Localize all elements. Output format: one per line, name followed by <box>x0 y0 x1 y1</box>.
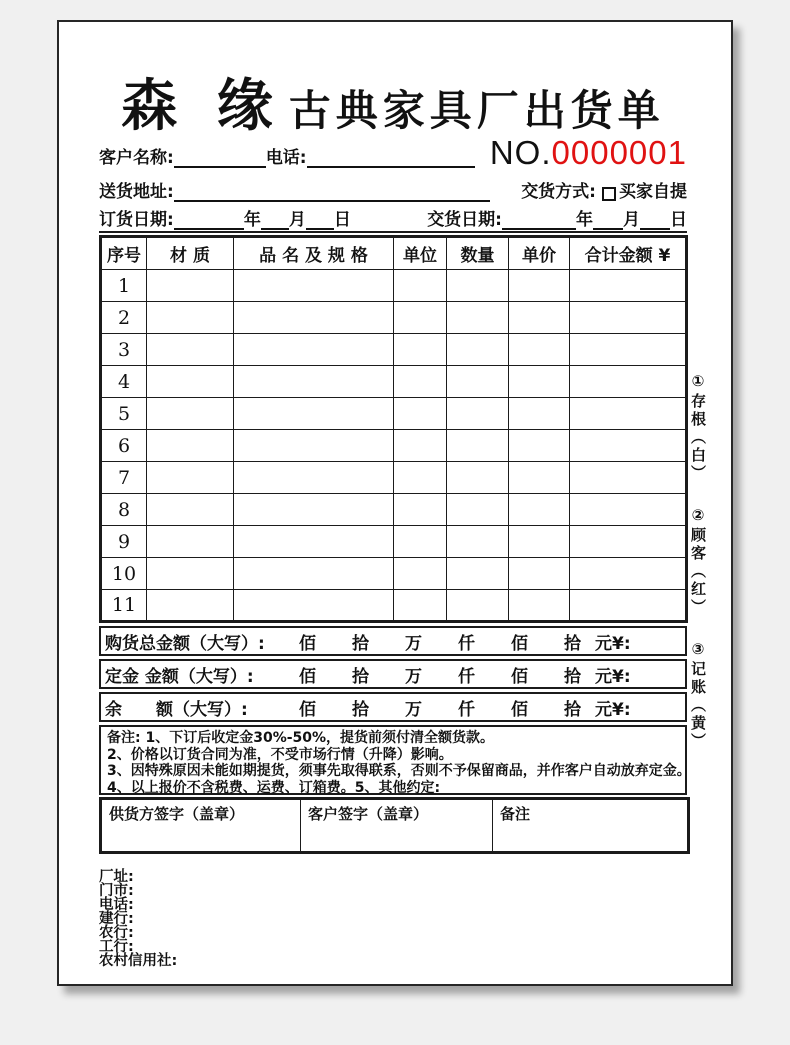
cell-price <box>509 398 570 430</box>
note-line: 2、价格以订货合同为准，不受市场行情（升降）影响。 <box>107 746 453 763</box>
company-info <box>99 870 687 968</box>
cell-product <box>234 398 394 430</box>
cell-unit <box>394 334 447 366</box>
cell-product <box>234 366 394 398</box>
table-top-rule <box>99 231 687 233</box>
cell-qty <box>447 302 509 334</box>
cell-material <box>147 558 234 590</box>
cell-unit <box>394 366 447 398</box>
cell-qty <box>447 526 509 558</box>
row-number: 4 <box>101 366 147 398</box>
cell-material <box>147 398 234 430</box>
unit-ten: 拾 <box>352 633 369 654</box>
phone-line-label: 电话: <box>99 897 134 913</box>
cell-material <box>147 462 234 494</box>
unit-ten: 拾 <box>564 699 581 720</box>
unit-ten: 拾 <box>352 666 369 687</box>
cell-total <box>570 334 687 366</box>
row-number: 5 <box>101 398 147 430</box>
cell-unit <box>394 494 447 526</box>
cell-price <box>509 430 570 462</box>
copy-customer-red: ②顾客（红） <box>689 506 707 617</box>
cell-total <box>570 398 687 430</box>
cell-total <box>570 270 687 302</box>
row-number: 11 <box>101 590 147 622</box>
row-number: 2 <box>101 302 147 334</box>
order-year-field <box>174 210 244 230</box>
cell-qty <box>447 366 509 398</box>
cell-total <box>570 590 687 622</box>
buyer-pickup-label: 买家自提 <box>619 182 687 202</box>
cell-total <box>570 302 687 334</box>
cell-qty <box>447 462 509 494</box>
unit-hundred: 佰 <box>511 666 528 687</box>
cell-total <box>570 494 687 526</box>
row-number: 10 <box>101 558 147 590</box>
cell-price <box>509 462 570 494</box>
delivery-day-field <box>640 210 670 230</box>
delivery-month-field <box>593 210 623 230</box>
buyer-pickup-checkbox <box>602 187 616 201</box>
signature-remark-cell: 备注 <box>493 799 689 853</box>
unit-tenthousand: 万 <box>405 666 422 687</box>
signature-row <box>101 799 689 853</box>
cell-total <box>570 526 687 558</box>
unit-thousand: 仟 <box>458 633 475 654</box>
delivery-address-label: 送货地址: <box>99 182 174 202</box>
items-header-row <box>101 237 687 270</box>
deposit-amount-label: 定金 金额（大写）: <box>105 666 254 687</box>
delivery-method-label: 交货方式: <box>521 182 596 202</box>
total-amount-label: 购货总金额（大写）: <box>105 633 265 654</box>
note-line: 4、以上报价不含税费、运费、订箱费。5、其他约定: <box>107 779 441 796</box>
cell-unit <box>394 430 447 462</box>
form-title-text: 古典家具厂出货单 <box>288 86 665 135</box>
unit-thousand: 仟 <box>458 699 475 720</box>
order-day-field <box>306 210 334 230</box>
balance-amount-label: 余 额（大写）: <box>105 699 248 720</box>
copy-accounting-yellow: ③记账（黄） <box>689 640 707 751</box>
year-label: 年 <box>243 210 261 230</box>
note-line: 备注: 1、下订后收定金30%-50%，提货前须付清全额货款。 <box>107 730 495 746</box>
rural-credit-label: 农村信用社: <box>99 953 178 969</box>
balance-amount-row <box>99 692 687 722</box>
unit-hundred: 佰 <box>511 699 528 720</box>
dates-row <box>99 204 687 230</box>
table-row <box>101 526 687 558</box>
table-row <box>101 462 687 494</box>
delivery-date-label: 交货日期: <box>427 210 502 230</box>
unit-thousand: 仟 <box>458 666 475 687</box>
cell-material <box>147 302 234 334</box>
sheet-content <box>99 22 691 969</box>
cell-total <box>570 558 687 590</box>
cell-product <box>234 558 394 590</box>
copy-stub-white: ①存根（白） <box>689 372 707 483</box>
brand-name: 森 缘 <box>121 73 283 139</box>
row-number: 9 <box>101 526 147 558</box>
cell-price <box>509 558 570 590</box>
table-row <box>101 398 687 430</box>
cell-material <box>147 590 234 622</box>
ccb-bank-label: 建行: <box>99 911 134 927</box>
cell-price <box>509 526 570 558</box>
table-row <box>101 366 687 398</box>
cell-product <box>234 462 394 494</box>
cell-price <box>509 494 570 526</box>
cell-product <box>234 334 394 366</box>
table-row <box>101 302 687 334</box>
unit-hundred: 佰 <box>299 633 316 654</box>
cell-product <box>234 430 394 462</box>
unit-ten: 拾 <box>352 699 369 720</box>
customer-signature-cell: 客户签字（盖章） <box>301 799 493 853</box>
cell-total <box>570 430 687 462</box>
unit-tenthousand: 万 <box>405 633 422 654</box>
cell-material <box>147 366 234 398</box>
col-header-index: 序号 <box>101 237 147 270</box>
table-row <box>101 494 687 526</box>
col-header-total: 合计金额 ¥ <box>570 237 687 270</box>
year-label: 年 <box>576 210 593 230</box>
amount-units <box>277 695 595 720</box>
cell-unit <box>394 270 447 302</box>
deposit-amount-row <box>99 659 687 689</box>
amount-units <box>277 629 595 654</box>
cell-product <box>234 270 394 302</box>
delivery-year-field <box>502 210 576 230</box>
note-line: 3、因特殊原因未能如期提货，须事先取得联系，否则不予保留商品，并作客户自动放弃定金。 <box>107 763 691 779</box>
unit-tenthousand: 万 <box>405 699 422 720</box>
cell-material <box>147 270 234 302</box>
phone-field <box>307 148 475 168</box>
row-number: 7 <box>101 462 147 494</box>
cell-product <box>234 526 394 558</box>
row-number: 6 <box>101 430 147 462</box>
items-table <box>99 235 688 623</box>
row-number: 1 <box>101 270 147 302</box>
yuan-label: 元¥: <box>595 633 631 654</box>
cell-unit <box>394 462 447 494</box>
abc-bank-label: 农行: <box>99 925 134 941</box>
delivery-address-field <box>174 182 490 202</box>
icbc-bank-label: 工行: <box>99 939 134 955</box>
cell-product <box>234 494 394 526</box>
day-label: 日 <box>670 210 687 230</box>
cell-qty <box>447 270 509 302</box>
cell-unit <box>394 398 447 430</box>
customer-name-label: 客户名称: <box>99 148 174 168</box>
month-label: 月 <box>288 210 306 230</box>
cell-price <box>509 334 570 366</box>
unit-hundred: 佰 <box>299 666 316 687</box>
yuan-label: 元¥: <box>595 666 631 687</box>
signature-table <box>99 797 690 854</box>
cell-material <box>147 526 234 558</box>
col-header-product-spec: 品 名 及 规 格 <box>234 237 394 270</box>
cell-price <box>509 366 570 398</box>
table-row <box>101 334 687 366</box>
cell-product <box>234 302 394 334</box>
cell-total <box>570 366 687 398</box>
customer-row <box>99 134 687 171</box>
cell-unit <box>394 558 447 590</box>
serial-number-value: 0000001 <box>551 134 687 171</box>
serial-number-prefix: NO. <box>489 134 552 171</box>
factory-address-label: 厂址: <box>99 869 134 885</box>
day-label: 日 <box>333 210 351 230</box>
cell-material <box>147 334 234 366</box>
order-month-field <box>261 210 289 230</box>
store-label: 门市: <box>99 883 134 899</box>
table-row <box>101 590 687 622</box>
cell-unit <box>394 590 447 622</box>
yuan-label: 元¥: <box>595 699 631 720</box>
table-row <box>101 270 687 302</box>
row-number: 3 <box>101 334 147 366</box>
cell-qty <box>447 494 509 526</box>
cell-qty <box>447 590 509 622</box>
table-row <box>101 430 687 462</box>
form-title <box>99 62 687 139</box>
cell-price <box>509 590 570 622</box>
cell-qty <box>447 430 509 462</box>
cell-product <box>234 590 394 622</box>
cell-qty <box>447 558 509 590</box>
cell-price <box>509 302 570 334</box>
unit-ten: 拾 <box>564 666 581 687</box>
phone-label: 电话: <box>265 148 307 168</box>
cell-qty <box>447 334 509 366</box>
cell-total <box>570 462 687 494</box>
col-header-unit: 单位 <box>394 237 447 270</box>
amount-units <box>277 662 595 687</box>
customer-name-field <box>174 148 266 168</box>
unit-ten: 拾 <box>564 633 581 654</box>
month-label: 月 <box>623 210 640 230</box>
cell-material <box>147 430 234 462</box>
order-date-group <box>99 205 351 230</box>
cell-price <box>509 270 570 302</box>
order-date-label: 订货日期: <box>99 210 174 230</box>
serial-number <box>489 134 687 171</box>
cell-unit <box>394 302 447 334</box>
cell-material <box>147 494 234 526</box>
total-amount-row <box>99 626 687 656</box>
row-number: 8 <box>101 494 147 526</box>
cell-qty <box>447 398 509 430</box>
notes-box <box>99 725 691 796</box>
col-header-quantity: 数量 <box>447 237 509 270</box>
table-row <box>101 558 687 590</box>
delivery-date-group <box>427 205 687 230</box>
col-header-material: 材 质 <box>147 237 234 270</box>
address-row <box>99 174 687 202</box>
copy-legend <box>688 372 709 751</box>
unit-hundred: 佰 <box>299 699 316 720</box>
unit-hundred: 佰 <box>511 633 528 654</box>
col-header-unit-price: 单价 <box>509 237 570 270</box>
cell-unit <box>394 526 447 558</box>
delivery-order-sheet <box>57 20 733 986</box>
supplier-signature-cell: 供货方签字（盖章） <box>101 799 301 853</box>
